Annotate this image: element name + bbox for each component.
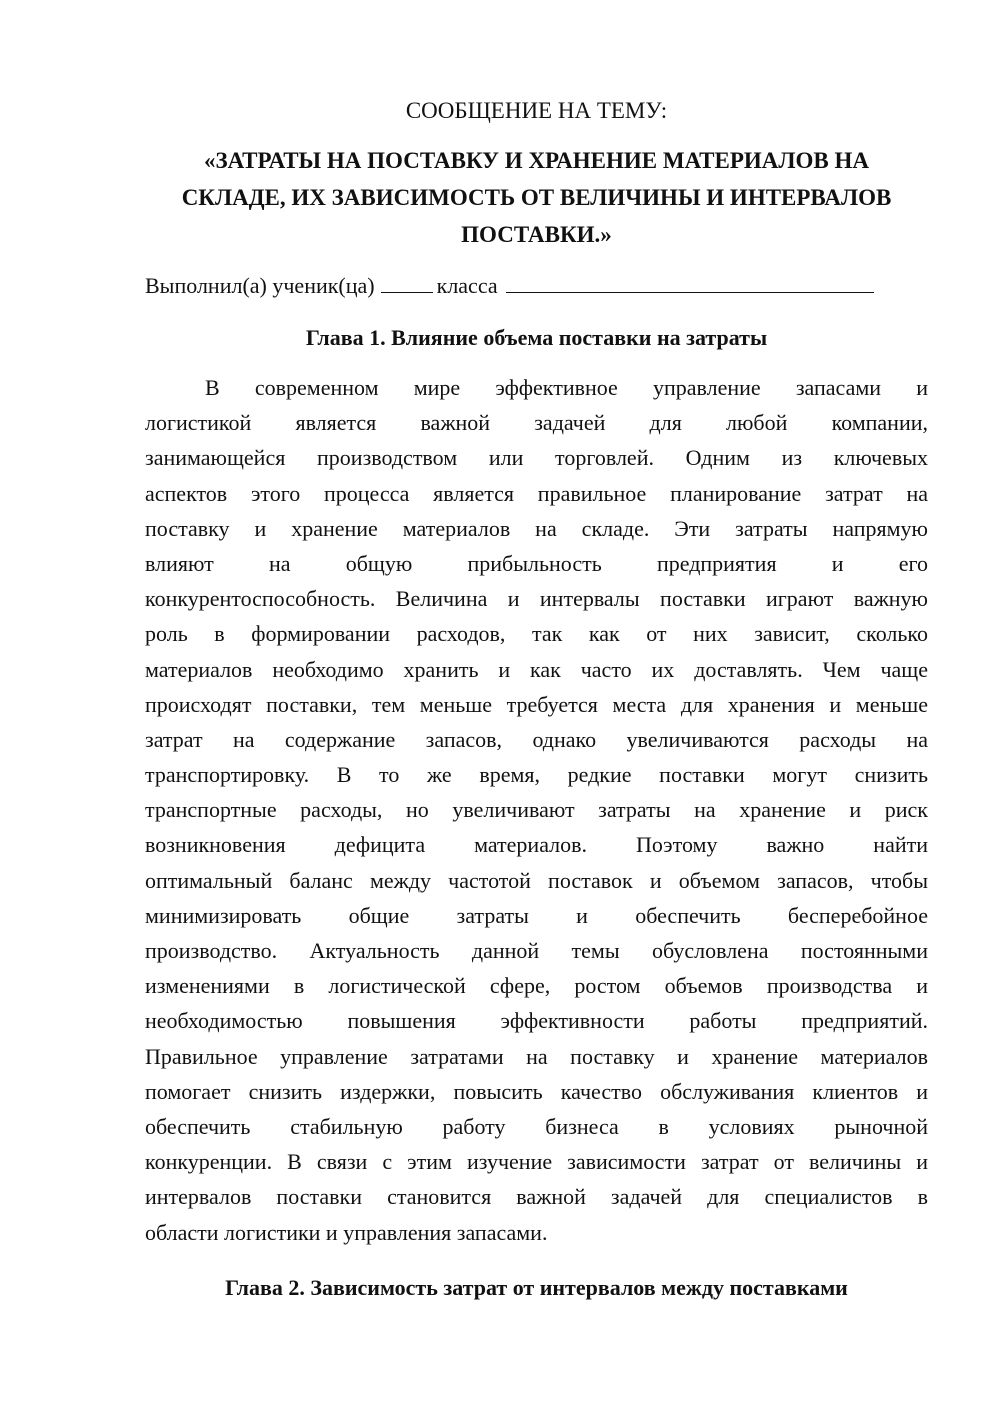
paragraph-line: обеспечить стабильную работу бизнеса в условиях рыночной: [145, 1113, 928, 1139]
paragraph-line: возникновения дефицита материалов. Поэтому важно найти: [145, 832, 928, 858]
document-page: [145, 0, 928, 1414]
title-line: СКЛАДЕ, ИХ ЗАВИСИМОСТЬ ОТ ВЕЛИЧИНЫ И ИНТЕРВАЛОВ: [181, 185, 892, 210]
paragraph-line: необходимостью повышения эффективности работы предприятий.: [145, 1008, 928, 1034]
paragraph-line: интервалов поставки становится важной задачей для специалистов в: [145, 1184, 928, 1210]
paragraph-line: Правильное управление затратами на поставку и хранение материалов: [145, 1043, 928, 1069]
paragraph-line: материалов необходимо хранить и как часто их доставлять. Чем чаще: [145, 656, 928, 682]
title-line: ПОСТАВКИ.»: [461, 222, 612, 247]
class-label: класса: [436, 273, 498, 298]
paragraph-line: области логистики и управления запасами.: [145, 1219, 548, 1245]
paragraph-line: аспектов этого процесса является правильное планирование затрат на: [145, 480, 928, 506]
paragraph-line: конкуренции. В связи с этим изучение зависимости затрат от величины и: [145, 1149, 928, 1175]
paragraph-line: влияют на общую прибыльность предприятия и его: [145, 550, 928, 576]
chapter-2-heading: Глава 2. Зависимость затрат от интервалов между поставками: [225, 1275, 848, 1300]
paragraph-line: помогает снизить издержки, повысить качество обслуживания клиентов и: [145, 1078, 928, 1104]
class-name-blank: [506, 268, 874, 293]
paragraph-line: производство. Актуальность данной темы обусловлена постоянными: [145, 938, 928, 963]
paragraph-line: логистикой является важной задачей для любой компании,: [145, 410, 928, 436]
paragraph-line: конкурентоспособность. Величина и интервалы поставки играют важную: [145, 586, 928, 612]
paragraph-line: транспортные расходы, но увеличивают затраты на хранение и риск: [145, 797, 928, 823]
paragraph-line: затрат на содержание запасов, однако увеличиваются расходы на: [145, 726, 928, 752]
author-label: Выполнил(а) ученик(ца): [145, 273, 375, 298]
paragraph-line: В современном мире эффективное управление запасами и: [205, 375, 928, 400]
paragraph-line: занимающейся производством или торговлей. Одним из ключевых: [145, 445, 928, 471]
title-line: «ЗАТРАТЫ НА ПОСТАВКУ И ХРАНЕНИЕ МАТЕРИАЛОВ НА: [203, 148, 870, 173]
paragraph-line: изменениями в логистической сфере, ростом объемов производства и: [145, 973, 928, 999]
document-type: СООБЩЕНИЕ НА ТЕМУ:: [405, 98, 668, 123]
class-number-blank: [381, 268, 433, 293]
paragraph-line: происходят поставки, тем меньше требуется места для хранения и меньше: [145, 691, 928, 717]
chapter-1-heading: Глава 1. Влияние объема поставки на затраты: [305, 325, 768, 350]
paragraph-line: оптимальный баланс между частотой поставок и объемом запасов, чтобы: [145, 867, 928, 893]
chapter-1-paragraph: [145, 370, 928, 1250]
paragraph-line: транспортировку. В то же время, редкие поставки могут снизить: [145, 762, 928, 788]
paragraph-line: роль в формировании расходов, так как от них зависит, сколько: [145, 621, 928, 647]
author-line: [145, 268, 928, 302]
paragraph-line: поставку и хранение материалов на складе. Эти затраты напрямую: [145, 515, 928, 541]
document-title: [145, 142, 928, 253]
paragraph-line: минимизировать общие затраты и обеспечить бесперебойное: [145, 902, 928, 928]
